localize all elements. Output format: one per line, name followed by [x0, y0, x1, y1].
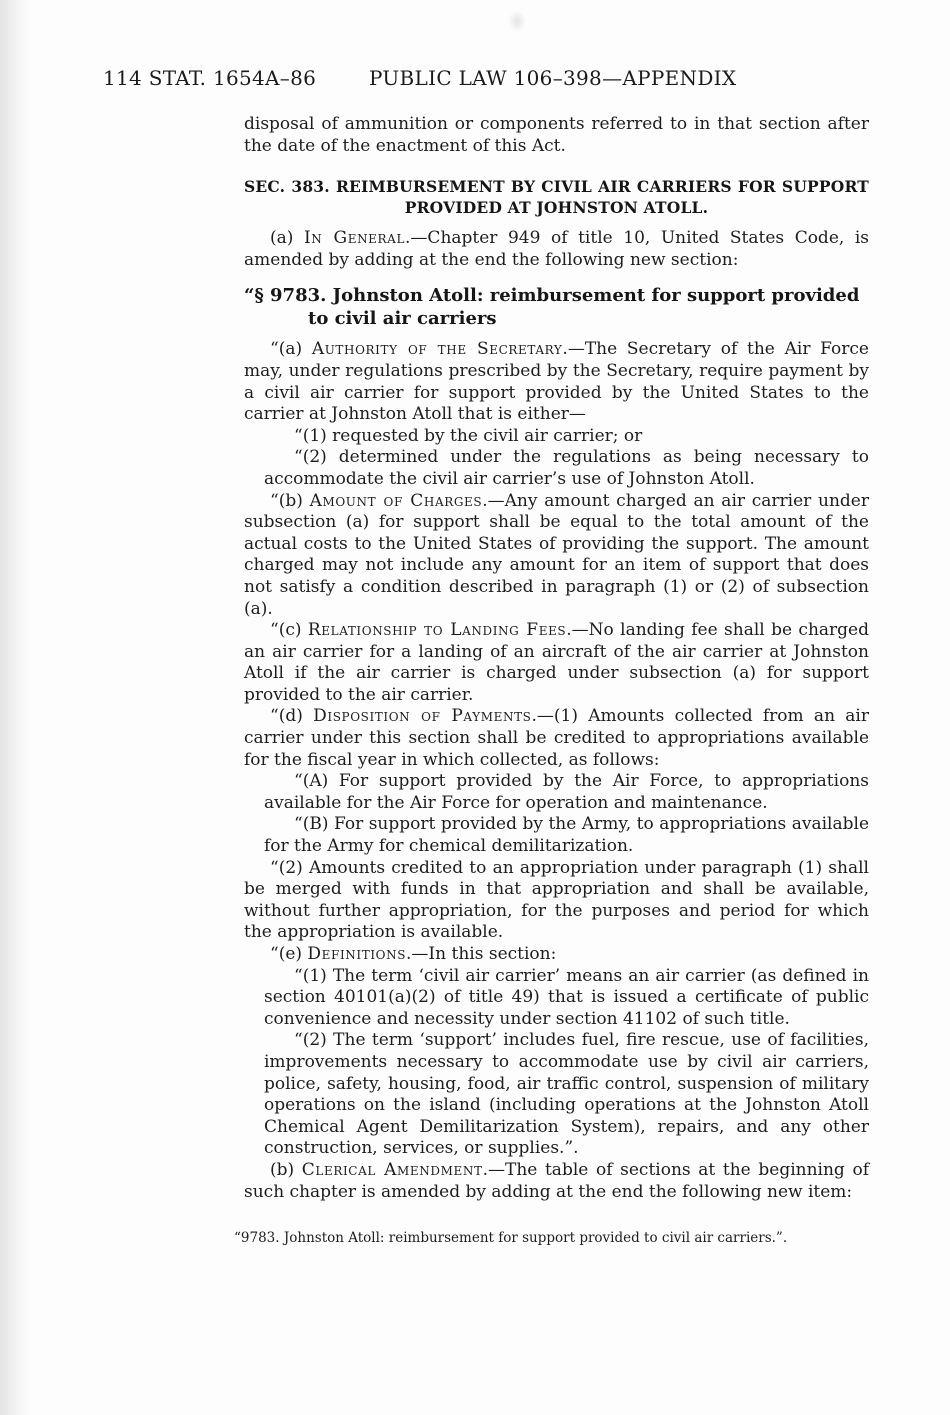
- paragraph-body: .—The table of sections at the beginning of such chapter is amended by adding at the end the following new item:: [244, 1159, 869, 1202]
- stat-citation: 114 STAT. 1654A–86: [103, 66, 317, 90]
- subsection-label: (a): [270, 228, 304, 249]
- clause-1: “(1) requested by the civil air carrier; or: [294, 425, 643, 446]
- subsection-b-clerical: [244, 1160, 869, 1203]
- small-caps-title: Amount of Charges: [309, 490, 483, 511]
- subsection-e-definitions: [244, 944, 869, 966]
- subsection-b-amount: [244, 491, 869, 621]
- small-caps-title: Authority of the Secretary: [311, 339, 563, 360]
- subsection-label: “(e): [270, 944, 308, 964]
- paragraph-d-2: “(2) Amounts credited to an appropriation under paragraph (1) shall be merged with funds in that appropriation and shall be available, without further appropriation, for the purposes and period for which the appropriation is available.: [244, 857, 869, 943]
- paragraph-body: .—The Secretary of the Air Force may, under regulations prescribed by the Secretary, require payment by a civil air carrier for support provided by the United States to the carrier at Johnston Atoll that is either—: [244, 339, 869, 425]
- small-caps-title: Definitions: [307, 944, 407, 964]
- paragraph-body: .—No landing fee shall be charged an air carrier for a landing of an aircraft of the air carrier at Johnston Atoll if the air carrier is charged under subsection (a) for support provided to the air carrier.: [244, 620, 869, 705]
- page-body: [234, 114, 870, 1247]
- small-caps-title: Relationship to Landing Fees: [307, 620, 567, 641]
- small-caps-title: In General: [303, 228, 406, 249]
- definition-2: “(2) The term ‘support’ includes fuel, fire rescue, use of facilities, improvements necessary to accommodate use by civil air carriers, police, safety, housing, food, air traffic control, suspension of military operations on the island (including operations at the Johnston Atoll Chemical Agent Demilitarization System), repairs, and any other construction, services, or supplies.”.: [264, 1030, 869, 1159]
- small-caps-title: Clerical Amendment: [301, 1159, 483, 1180]
- paragraph-body: .—Chapter 949 of title 10, United States Code, is amended by adding at the end the following new section:: [244, 228, 870, 270]
- scan-smudge-artifact: [508, 10, 526, 32]
- clause-2: “(2) determined under the regulations as being necessary to accommodate the civil air carrier’s use of Johnston Atoll.: [264, 447, 869, 489]
- subsection-label: “(c): [270, 620, 308, 641]
- subsection-a-in-general: [244, 228, 869, 271]
- paragraph-body: .—(1) Amounts collected from an air carrier under this section shall be credited to appropriations available for the fiscal year in which collected, as follows:: [244, 706, 869, 770]
- statute-section-heading: “§ 9783. Johnston Atoll: reimbursement for support provided to civil air carriers: [244, 285, 860, 330]
- paragraph-body: .—In this section:: [406, 944, 557, 964]
- section-383-heading: SEC. 383. REIMBURSEMENT BY CIVIL AIR CARRIERS FOR SUPPORT PROVIDED AT JOHNSTON ATOLL.: [244, 177, 869, 218]
- continuation-paragraph: disposal of ammunition or components referred to in that section after the date of the enactment of this Act.: [244, 114, 869, 156]
- table-of-sections-entry: “9783. Johnston Atoll: reimbursement for support provided to civil air carriers.”.: [234, 1230, 788, 1247]
- scan-binding-edge: [0, 0, 30, 1415]
- clause-A: “(A) For support provided by the Air Force, to appropriations available for the Air Force for operation and maintenance.: [264, 771, 869, 813]
- subsection-d-disposition: [244, 706, 869, 771]
- subsection-a-authority: [244, 339, 869, 425]
- paragraph-body: .—Any amount charged an air carrier under subsection (a) for support shall be equal to the total amount of the actual costs to the United States of providing the support. The amount charged may not include any amount for an item of support that does not satisfy a condition described in paragraph (1) or (2) of subsection (a).: [244, 490, 869, 619]
- definition-1: “(1) The term ‘civil air carrier’ means an air carrier (as defined in section 40101(a)(2) of title 49) that is issued a certificate of public convenience and necessity under section 41102 of such title.: [264, 965, 869, 1029]
- clause-B: “(B) For support provided by the Army, to appropriations available for the Army for chemical demilitarization.: [264, 814, 869, 857]
- subsection-label: “(b): [270, 490, 310, 511]
- subsection-c-relationship: [244, 620, 869, 706]
- subsection-label: (b): [270, 1159, 302, 1180]
- law-title: PUBLIC LAW 106–398—APPENDIX: [369, 66, 737, 90]
- subsection-label: “(d): [270, 706, 314, 727]
- subsection-label: “(a): [270, 339, 312, 360]
- small-caps-title: Disposition of Payments: [313, 706, 532, 727]
